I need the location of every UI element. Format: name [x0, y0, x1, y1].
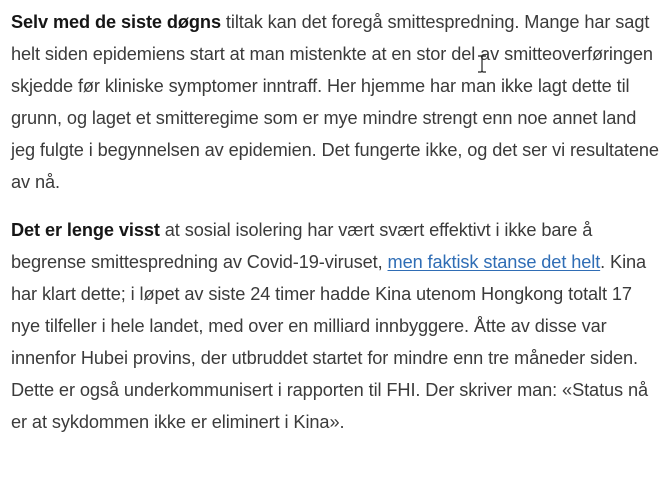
paragraph-2-lead: Det er lenge visst: [11, 220, 160, 240]
paragraph-1-lead: Selv med de siste døgns: [11, 12, 221, 32]
paragraph-2-text-before: at sosial isolering har vært svært effektivt i ikke bare å begrense smittespredning av Covid-19-viruset,: [11, 220, 593, 272]
article-body: [11, 6, 661, 454]
paragraph-1: [11, 6, 661, 198]
text-cursor-icon: [477, 55, 487, 73]
source-link[interactable]: men faktisk stanse det helt: [387, 252, 601, 272]
paragraph-2-text-after: . Kina har klart dette; i løpet av siste 24 timer hadde Kina utenom Hongkong totalt 17 nye tilfeller i hele landet, med over en milliard innbyggere. Åtte av disse var innenfor Hubei provins, der utbruddet startet for mindre enn tre måneder siden. Dette er også underkommunisert i rapporten til FHI. Der skriver man: «Status nå er at sykdommen ikke er eliminert i Kina».: [11, 252, 649, 432]
paragraph-2: [11, 214, 661, 438]
paragraph-1-text: tiltak kan det foregå smittespredning. Mange har sagt helt siden epidemiens start at man mistenkte at en stor del av smitteoverføringen skjedde før kliniske symptomer inntraff. Her hjemme har man ikke lagt dette til grunn, og laget et smitteregime som er mye mindre strengt enn noe annet land jeg fulgte i begynnelsen av epidemien. Det fungerte ikke, og det ser vi resultatene av nå.: [11, 12, 659, 192]
